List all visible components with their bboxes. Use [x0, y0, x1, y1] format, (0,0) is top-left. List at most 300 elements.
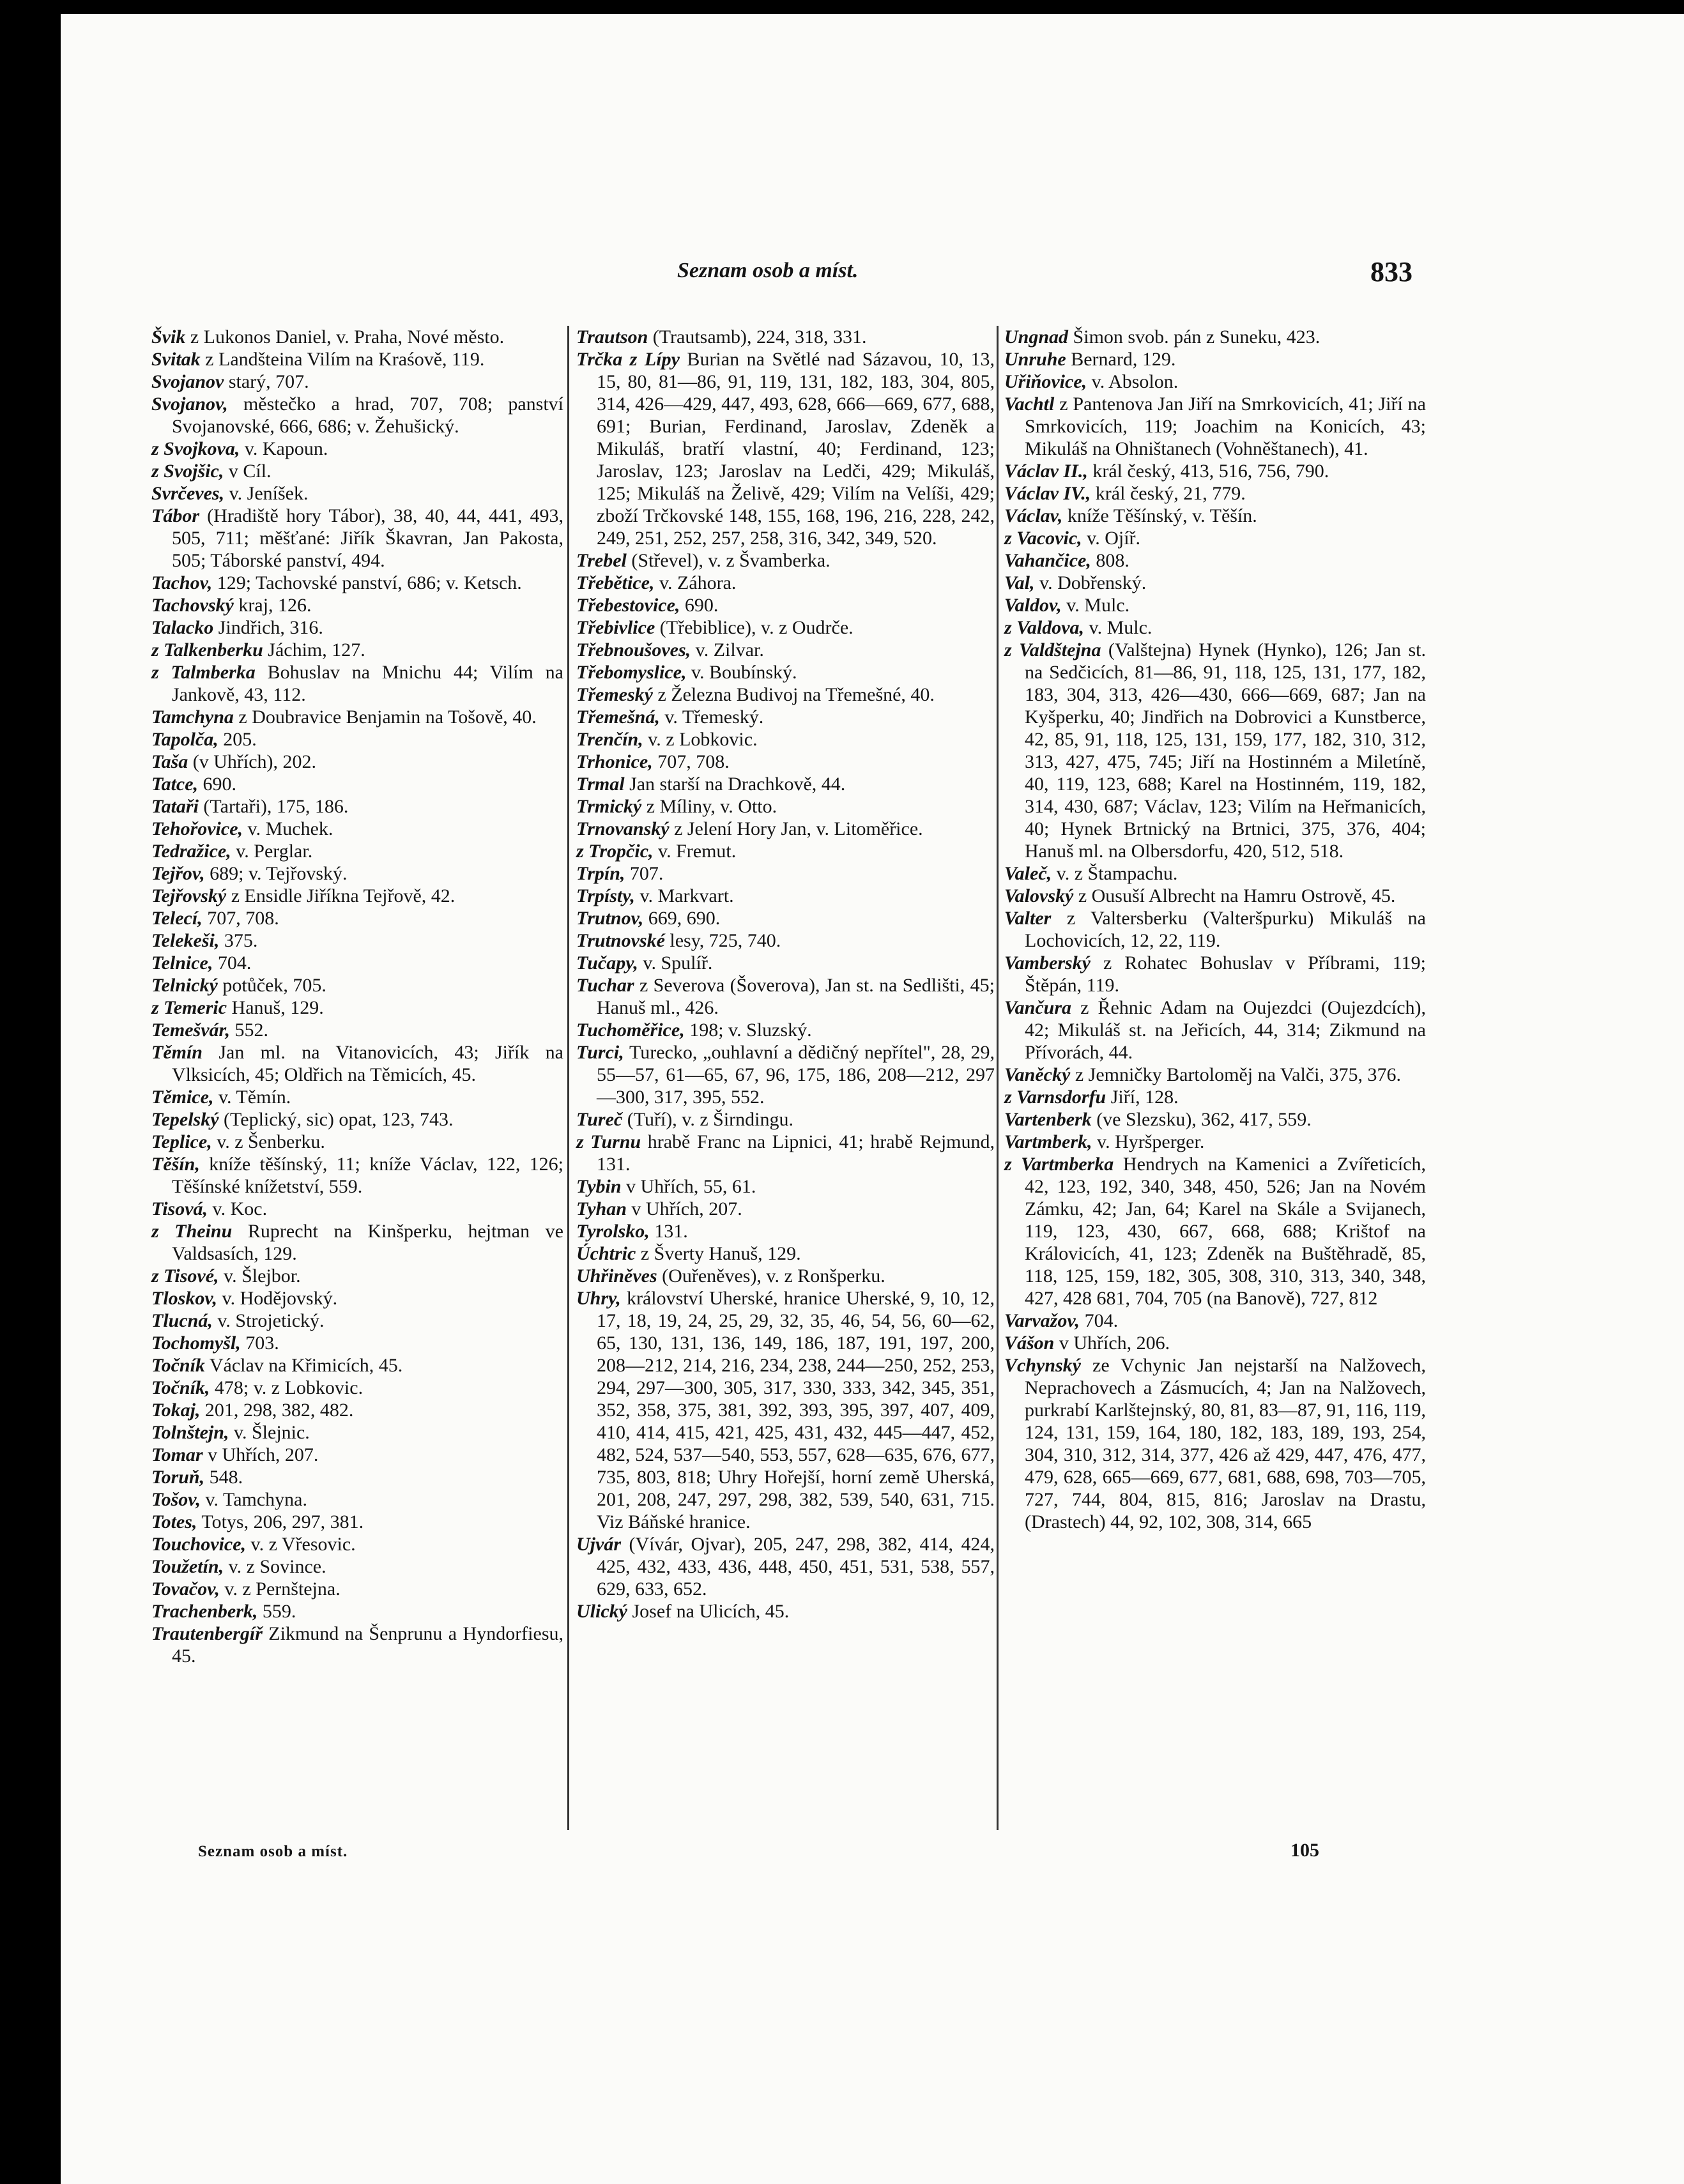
index-entry [576, 1175, 995, 1198]
entry-text: 704. [1080, 1310, 1119, 1331]
index-entry [1004, 1354, 1426, 1533]
entry-headword: Tejřovský [151, 885, 227, 906]
entry-text: Šimon svob. pán z Suneku, 423. [1068, 326, 1320, 347]
entry-text: potůček, 705. [217, 975, 326, 996]
entry-text: v. Strojetický. [212, 1310, 325, 1331]
index-entry [576, 1242, 995, 1265]
entry-headword: z Turnu [576, 1131, 641, 1152]
index-entry [1004, 460, 1426, 482]
entry-text: (Tartaři), 175, 186. [198, 796, 349, 817]
index-entry [151, 1354, 563, 1377]
index-entry [151, 393, 563, 438]
entry-text: 478; v. z Lobkovic. [210, 1377, 364, 1398]
entry-text: v. Těmín. [213, 1087, 291, 1108]
entry-headword: Tatce, [151, 774, 199, 795]
entry-headword: Taša [151, 751, 188, 772]
index-entry [576, 661, 995, 683]
index-entry [576, 907, 995, 929]
entry-text: v. z Šenberku. [211, 1131, 325, 1152]
entry-headword: Tolnštejn, [151, 1422, 229, 1443]
entry-headword: Tybin [576, 1176, 622, 1197]
entry-text: (Střevel), v. z Švamberka. [626, 550, 831, 571]
signature-mark: Seznam osob a míst. [198, 1843, 348, 1860]
entry-text: 548. [204, 1467, 243, 1488]
entry-headword: z Tisové, [151, 1265, 219, 1287]
entry-text: v Cíl. [224, 461, 272, 482]
entry-headword: Val, [1004, 572, 1035, 593]
entry-headword: Tyrolsko, [576, 1221, 650, 1242]
entry-text: z Lukonos Daniel, v. Praha, Nové město. [185, 326, 505, 347]
entry-headword: Vartenberk [1004, 1109, 1092, 1130]
entry-headword: Trpísty, [576, 885, 635, 906]
index-entry [1004, 1153, 1426, 1310]
entry-headword: Uhry, [576, 1288, 621, 1309]
entry-text: Václav na Křimicích, 45. [204, 1355, 403, 1376]
entry-headword: z Vartmberka [1004, 1154, 1114, 1175]
entry-headword: Telnice, [151, 952, 213, 974]
entry-headword: Točník [151, 1355, 205, 1376]
index-entry [151, 773, 563, 795]
entry-text: v. Muchek. [243, 818, 333, 839]
entry-text: Jiří, 128. [1106, 1087, 1179, 1108]
index-entry [576, 1131, 995, 1175]
entry-text: Hanuš, 129. [227, 997, 324, 1018]
entry-text: z Landšteina Vilím na Kraśově, 119. [200, 349, 485, 370]
entry-headword: Vchynský [1004, 1355, 1081, 1376]
index-entry [151, 751, 563, 773]
entry-headword: Varvažov, [1004, 1310, 1080, 1331]
entry-headword: Trčka z Lípy [576, 349, 680, 370]
entry-headword: Tataři [151, 796, 199, 817]
entry-headword: Tisová, [151, 1198, 208, 1219]
entry-text: hrabě Franc na Lipnici, 41; hrabě Rejmund, 131. [597, 1131, 995, 1175]
entry-headword: Touchovice, [151, 1534, 247, 1555]
entry-text: v. Zilvar. [691, 639, 764, 661]
index-entry [151, 1108, 563, 1131]
entry-headword: Trpín, [576, 863, 625, 884]
index-entry [1004, 1310, 1426, 1332]
index-entry [1004, 549, 1426, 572]
entry-text: Burian na Světlé nad Sázavou, 10, 13, 15, 80, 81—86, 91, 119, 131, 182, 183, 304, 805, 314, 426—429, 447, 493, 628, 666—669, 677, 688, 691; Burian, Ferdinand, Jaroslav, Zdeněk a Mikuláš, bratří vlastní, 40; Ferdinand, 123; Jaroslav, 123; Jaroslav na Ledči, 429; Mikuláš, 125; Mikuláš na Želivě, 429; Vilím na Velíši, 429; zboží Trčkovské 148, 155, 168, 196, 216, 228, 242, 249, 251, 252, 257, 258, 316, 342, 349, 520. [597, 349, 995, 549]
entry-headword: z Varnsdorfu [1004, 1087, 1106, 1108]
entry-text: z Rohatec Bohuslav v Příbrami, 119; Štěpán, 119. [1025, 952, 1426, 996]
entry-text: (Trautsamb), 224, 318, 331. [648, 326, 867, 347]
entry-headword: Ujvár [576, 1534, 621, 1555]
entry-text: 201, 298, 382, 482. [200, 1400, 354, 1421]
index-entry [576, 616, 995, 639]
index-entry [576, 818, 995, 840]
entry-headword: Třebětice, [576, 572, 655, 593]
entry-headword: Vamberský [1004, 952, 1091, 974]
index-entry [576, 1533, 995, 1600]
entry-headword: Trautson [576, 326, 648, 347]
entry-text: 808. [1091, 550, 1129, 571]
entry-text: (Teplický, sic) opat, 123, 743. [218, 1109, 454, 1130]
entry-text: v. Fremut. [653, 841, 737, 862]
index-entry [151, 594, 563, 616]
entry-headword: z Vacovic, [1004, 528, 1082, 549]
index-entry [151, 1131, 563, 1153]
index-entry [151, 1220, 563, 1265]
column-divider [567, 326, 569, 1830]
index-entry [151, 1198, 563, 1220]
entry-text: v Uhřích, 206. [1054, 1333, 1170, 1354]
entry-text: Bernard, 129. [1066, 349, 1176, 370]
entry-headword: Tepelský [151, 1109, 219, 1130]
entry-text: z Řehnic Adam na Oujezdci (Oujezdcích), 42; Mikuláš st. na Jeřicích, 44, 314; Zikmund na Přívorách, 44. [1025, 997, 1426, 1063]
entry-headword: z Temeric [151, 997, 227, 1018]
entry-text: 707. [625, 863, 664, 884]
running-head: Seznam osob a míst. [677, 259, 859, 282]
entry-headword: Uhřiněves [576, 1265, 657, 1287]
entry-text: v. z Sovince. [224, 1556, 326, 1577]
entry-text: Jáchim, 127. [263, 639, 365, 661]
index-entry [576, 1019, 995, 1041]
entry-text: v. Tamchyna. [200, 1489, 307, 1510]
entry-text: 205. [218, 729, 257, 750]
index-entry [576, 1041, 995, 1108]
index-entry [151, 1623, 563, 1667]
entry-text: Jan ml. na Vitanovicích, 43; Jiřík na Vlksicích, 45; Oldřich na Těmicích, 45. [172, 1042, 563, 1085]
entry-text: 704. [213, 952, 252, 974]
index-entry [576, 1600, 995, 1623]
entry-headword: Trutnov, [576, 908, 644, 929]
entry-text: král český, 21, 779. [1091, 483, 1246, 504]
entry-headword: Valdov, [1004, 595, 1062, 616]
index-entry [151, 818, 563, 840]
entry-text: 669, 690. [643, 908, 721, 929]
index-entry [151, 639, 563, 661]
entry-headword: Tučapy, [576, 952, 638, 974]
entry-text: z Železna Budivoj na Třemešné, 40. [652, 684, 935, 705]
index-column-3 [1004, 326, 1426, 1533]
index-entry [576, 1108, 995, 1131]
index-entry [576, 929, 995, 952]
entry-text: (Ouřeněves), v. z Ronšperku. [657, 1265, 885, 1287]
entry-headword: Tlucná, [151, 1310, 213, 1331]
index-entry [151, 728, 563, 751]
entry-headword: Tomar [151, 1444, 203, 1465]
index-entry [576, 1287, 995, 1533]
entry-headword: z Talkenberku [151, 639, 263, 661]
index-entry [1004, 1332, 1426, 1354]
entry-headword: Valeč, [1004, 863, 1052, 884]
entry-headword: z Svojkova, [151, 438, 240, 459]
entry-text: kraj, 126. [233, 595, 312, 616]
entry-headword: Svrčeves, [151, 483, 225, 504]
entry-text: 690. [680, 595, 719, 616]
entry-headword: Vartmberk, [1004, 1131, 1092, 1152]
column-divider [997, 326, 999, 1830]
entry-text: 131. [649, 1221, 688, 1242]
entry-text: v Uhřích, 55, 61. [621, 1176, 756, 1197]
entry-headword: Tedražice, [151, 841, 231, 862]
entry-text: (v Uhřích), 202. [188, 751, 317, 772]
entry-text: v. Markvart. [634, 885, 734, 906]
entry-headword: Tejřov, [151, 863, 205, 884]
index-entry [151, 885, 563, 907]
index-entry [151, 862, 563, 885]
entry-text: kníže Těšínský, v. Těšín. [1062, 505, 1257, 526]
entry-text: Ruprecht na Kinšperku, hejtman ve Valdsasích, 129. [172, 1221, 563, 1264]
index-entry [151, 1555, 563, 1578]
entry-text: 552. [230, 1019, 269, 1041]
entry-headword: Těšín, [151, 1154, 200, 1175]
index-entry [151, 616, 563, 639]
entry-headword: Tábor [151, 505, 199, 526]
entry-text: z Šverty Hanuš, 129. [636, 1243, 801, 1264]
entry-text: z Míliny, v. Otto. [641, 796, 777, 817]
entry-headword: Telecí, [151, 908, 203, 929]
index-entry [1004, 1131, 1426, 1153]
entry-text: městečko a hrad, 707, 708; panství Svojanovské, 666, 686; v. Žehušický. [172, 393, 563, 437]
entry-headword: Třebomyslice, [576, 662, 687, 683]
entry-text: Josef na Ulicích, 45. [627, 1601, 790, 1622]
index-entry [1004, 862, 1426, 885]
index-entry [576, 795, 995, 818]
index-entry [576, 549, 995, 572]
entry-headword: Václav II., [1004, 461, 1088, 482]
sheet-number: 105 [1290, 1840, 1319, 1861]
entry-text: v. Mulc. [1061, 595, 1130, 616]
index-entry [1004, 393, 1426, 460]
index-entry [1004, 594, 1426, 616]
index-entry [151, 1265, 563, 1287]
entry-headword: Tovačov, [151, 1578, 220, 1600]
index-entry [1004, 326, 1426, 348]
entry-text: 375. [219, 930, 258, 951]
entry-text: z Jelení Hory Jan, v. Litoměřice. [669, 818, 923, 839]
index-entry [151, 1287, 563, 1310]
entry-text: Turecko, „ouhlavní a dědičný nepřítel", 28, 29, 55—57, 61—65, 67, 96, 175, 186, 208—212, 297—300, 317, 395, 552. [597, 1042, 995, 1108]
index-entry [151, 1399, 563, 1421]
index-entry [151, 1444, 563, 1466]
index-entry [151, 505, 563, 572]
index-entry [1004, 885, 1426, 907]
entry-text: 703. [240, 1333, 279, 1354]
entry-text: z Severova (Šoverova), Jan st. na Sedlišti, 45; Hanuš ml., 426. [597, 975, 995, 1018]
index-entry [151, 1153, 563, 1198]
entry-text: v. z Vřesovic. [246, 1534, 356, 1555]
index-entry [151, 907, 563, 929]
entry-headword: Telnický [151, 975, 218, 996]
entry-headword: Turci, [576, 1042, 624, 1063]
index-entry [576, 773, 995, 795]
entry-text: 707, 708. [202, 908, 279, 929]
entry-text: v. Hodějovský. [217, 1288, 338, 1309]
entry-headword: Valter [1004, 908, 1052, 929]
index-entry [1004, 1108, 1426, 1131]
index-entry [576, 1220, 995, 1242]
entry-text: 689; v. Tejřovský. [204, 863, 348, 884]
index-entry [1004, 505, 1426, 527]
entry-text: lesy, 725, 740. [664, 930, 781, 951]
index-entry [576, 594, 995, 616]
index-entry [1004, 527, 1426, 549]
index-entry [151, 438, 563, 460]
index-entry [151, 1332, 563, 1354]
index-entry [151, 370, 563, 393]
index-entry [576, 952, 995, 974]
index-entry [576, 728, 995, 751]
entry-headword: Točník, [151, 1377, 210, 1398]
index-entry [576, 862, 995, 885]
index-entry [151, 1488, 563, 1511]
entry-text: 198; v. Sluzský. [684, 1019, 812, 1041]
entry-headword: Vahančice, [1004, 550, 1091, 571]
entry-text: Zikmund na Šenprunu a Hyndorfiesu, 45. [172, 1623, 563, 1667]
entry-headword: Temešvár, [151, 1019, 231, 1041]
index-entry [151, 1019, 563, 1041]
entry-headword: z Valdova, [1004, 617, 1085, 638]
index-entry [1004, 348, 1426, 370]
index-entry [1004, 370, 1426, 393]
entry-text: Totys, 206, 297, 381. [197, 1511, 364, 1532]
index-entry [1004, 482, 1426, 505]
index-entry [151, 1511, 563, 1533]
entry-text: (Třebiblice), v. z Oudrče. [655, 617, 853, 638]
entry-headword: Trhonice, [576, 751, 653, 772]
entry-headword: Ulický [576, 1601, 627, 1622]
entry-headword: Třemešná, [576, 706, 660, 728]
entry-headword: Toužetín, [151, 1556, 224, 1577]
index-entry [1004, 616, 1426, 639]
index-column-2 [576, 326, 995, 1623]
entry-headword: Trmický [576, 796, 642, 817]
index-entry [576, 639, 995, 661]
entry-text: v. Šlejnic. [229, 1422, 310, 1443]
entry-headword: Těmín [151, 1042, 203, 1063]
entry-text: v. Kapoun. [240, 438, 328, 459]
entry-headword: Ungnad [1004, 326, 1069, 347]
entry-text: (ve Slezsku), 362, 417, 559. [1091, 1109, 1312, 1130]
index-column-1 [151, 326, 563, 1667]
index-entry [151, 1086, 563, 1108]
entry-headword: Unruhe [1004, 349, 1066, 370]
entry-headword: Tošov, [151, 1489, 201, 1510]
entry-headword: Třebnoušoves, [576, 639, 691, 661]
index-entry [151, 482, 563, 505]
entry-text: z Jemničky Bartoloměj na Valči, 375, 376. [1070, 1064, 1402, 1085]
entry-text: (Vívár, Ojvar), 205, 247, 298, 382, 414, 424, 425, 432, 433, 436, 448, 450, 451, 531, 538, 557, 629, 633, 652. [597, 1534, 995, 1600]
entry-text: v. Jeníšek. [224, 483, 309, 504]
index-entry [1004, 997, 1426, 1064]
entry-headword: Vaněcký [1004, 1064, 1071, 1085]
entry-text: v. Absolon. [1087, 371, 1179, 392]
entry-headword: Třemeský [576, 684, 653, 705]
entry-headword: Tamchyna [151, 706, 234, 728]
entry-headword: Valovský [1004, 885, 1074, 906]
entry-text: z Valtersberku (Valteršpurku) Mikuláš na Lochovicích, 12, 22, 119. [1025, 908, 1426, 951]
entry-text: království Uherské, hranice Uherské, 9, 10, 12, 17, 18, 19, 24, 25, 29, 32, 35, 46, 54, 56, 60—62, 65, 130, 131, 136, 149, 186, 187, 191, 197, 200, 208—212, 214, 216, 234, 238, 244—250, 252, 253, 294, 297—300, 305, 317, 330, 333, 342, 345, 351, 352, 358, 375, 381, 392, 393, 395, 397, 407, 409, 410, 414, 415, 421, 425, 431, 432, 445—447, 452, 482, 524, 537—540, 553, 557, 628—635, 676, 677, 735, 803, 818; Uhry Hořejší, horní země Uherská, 201, 208, 247, 297, 298, 382, 539, 540, 631, 715. Viz Báňské hranice. [597, 1288, 995, 1532]
entry-text: z Doubravice Benjamin na Tošově, 40. [233, 706, 537, 728]
entry-text: kníže těšínský, 11; kníže Václav, 122, 126; Těšínské knížetství, 559. [172, 1154, 563, 1197]
entry-headword: Trebel [576, 550, 627, 571]
entry-text: starý, 707. [224, 371, 309, 392]
entry-headword: Vachtl [1004, 393, 1055, 415]
entry-headword: Telekeši, [151, 930, 220, 951]
entry-text: (Hradiště hory Tábor), 38, 40, 44, 441, 493, 505, 711; měšťané: Jiřík Škavran, Jan Pakosta, 505; Táborské panství, 494. [172, 505, 563, 571]
entry-text: v. Ojíř. [1082, 528, 1141, 549]
index-entry [151, 1421, 563, 1444]
entry-text: v. Mulc. [1084, 617, 1152, 638]
entry-text: v. Dobřenský. [1034, 572, 1147, 593]
index-entry [576, 885, 995, 907]
entry-headword: Trenčín, [576, 729, 643, 750]
entry-text: v. Hyršperger. [1092, 1131, 1205, 1152]
entry-text: v Uhřích, 207. [626, 1198, 742, 1219]
entry-text: v. Šlejbor. [218, 1265, 301, 1287]
entry-headword: Trachenberk, [151, 1601, 258, 1622]
index-entry [151, 1466, 563, 1488]
entry-text: v. Koc. [208, 1198, 268, 1219]
entry-headword: Třebivlice [576, 617, 655, 638]
entry-headword: Tachovský [151, 595, 234, 616]
entry-headword: z Svojšic, [151, 461, 224, 482]
entry-text: Hendrych na Kamenici a Zvířeticích, 42, 123, 192, 340, 348, 450, 526; Jan na Novém Zámku, 42; Jan, 64; Karel na Skále a Svijanech, 119, 123, 430, 667, 668, 688; Krištof na Královicích, 41, 123; Zdeněk na Buštěhradě, 85, 118, 125, 159, 182, 305, 308, 310, 313, 340, 348, 427, 428 681, 704, 705 (na Banově), 727, 812 [1025, 1154, 1426, 1309]
index-entry [151, 1578, 563, 1600]
entry-headword: Tureč [576, 1109, 623, 1130]
entry-text: Bohuslav na Mnichu 44; Vilím na Jankově, 43, 112. [172, 662, 563, 705]
index-entry [576, 1265, 995, 1287]
entry-headword: Trutnovské [576, 930, 665, 951]
entry-headword: Trautenbergíř [151, 1623, 263, 1644]
index-entry [576, 572, 995, 594]
entry-headword: Václav IV., [1004, 483, 1091, 504]
entry-headword: Vášon [1004, 1333, 1055, 1354]
entry-text: v. z Lobkovic. [643, 729, 758, 750]
entry-headword: Václav, [1004, 505, 1063, 526]
index-entry [151, 997, 563, 1019]
index-entry [1004, 1064, 1426, 1086]
entry-headword: Tehořovice, [151, 818, 243, 839]
index-entry [1004, 1086, 1426, 1108]
index-entry [576, 974, 995, 1019]
index-entry [151, 840, 563, 862]
entry-headword: z Theinu [151, 1221, 233, 1242]
index-entry [151, 1533, 563, 1555]
entry-headword: Svojanov [151, 371, 224, 392]
index-entry [151, 661, 563, 706]
entry-headword: Tochomyšl, [151, 1333, 241, 1354]
entry-text: v. Boubínský. [686, 662, 797, 683]
index-entry [151, 974, 563, 997]
entry-text: ze Vchynic Jan nejstarší na Nalžovech, Neprachovech a Zásmucích, 4; Jan na Nalžovech, purkrabí Karlštejnský, 80, 81, 83—87, 91, 116, 119, 124, 131, 159, 164, 180, 182, 183, 189, 193, 254, 304, 310, 312, 314, 377, 426 až 429, 447, 476, 477, 479, 628, 665—669, 677, 681, 688, 698, 703—705, 727, 744, 804, 815, 816; Jaroslav na Drastu, (Drastech) 44, 92, 102, 308, 314, 665 [1025, 1355, 1426, 1532]
entry-text: král český, 413, 516, 756, 790. [1087, 461, 1329, 482]
index-entry [576, 1198, 995, 1220]
index-entry [151, 1310, 563, 1332]
index-entry [1004, 952, 1426, 997]
entry-text: 707, 708. [652, 751, 730, 772]
entry-headword: Třebestovice, [576, 595, 680, 616]
entry-headword: Tapolča, [151, 729, 218, 750]
entry-headword: Toruň, [151, 1467, 205, 1488]
entry-headword: Tloskov, [151, 1288, 218, 1309]
entry-text: 129; Tachovské panství, 686; v. Ketsch. [212, 572, 522, 593]
entry-text: v. Záhora. [654, 572, 737, 593]
entry-text: v. z Pernštejna. [219, 1578, 341, 1600]
entry-text: z Pantenova Jan Jiří na Smrkovicích, 41; Jiří na Smrkovicích, 119; Joachim na Konicích, 43; Mikuláš na Ohništanech (Vohněštanech), 41. [1025, 393, 1426, 459]
entry-text: v. Spulíř. [638, 952, 713, 974]
entry-headword: Totes, [151, 1511, 197, 1532]
index-entry [151, 706, 563, 728]
index-entry [151, 348, 563, 370]
entry-headword: z Talmberka [151, 662, 256, 683]
index-entry [576, 840, 995, 862]
entry-headword: Švik [151, 326, 186, 347]
entry-headword: Svojanov, [151, 393, 228, 415]
entry-text: z Ousuší Albrecht na Hamru Ostrově, 45. [1073, 885, 1396, 906]
